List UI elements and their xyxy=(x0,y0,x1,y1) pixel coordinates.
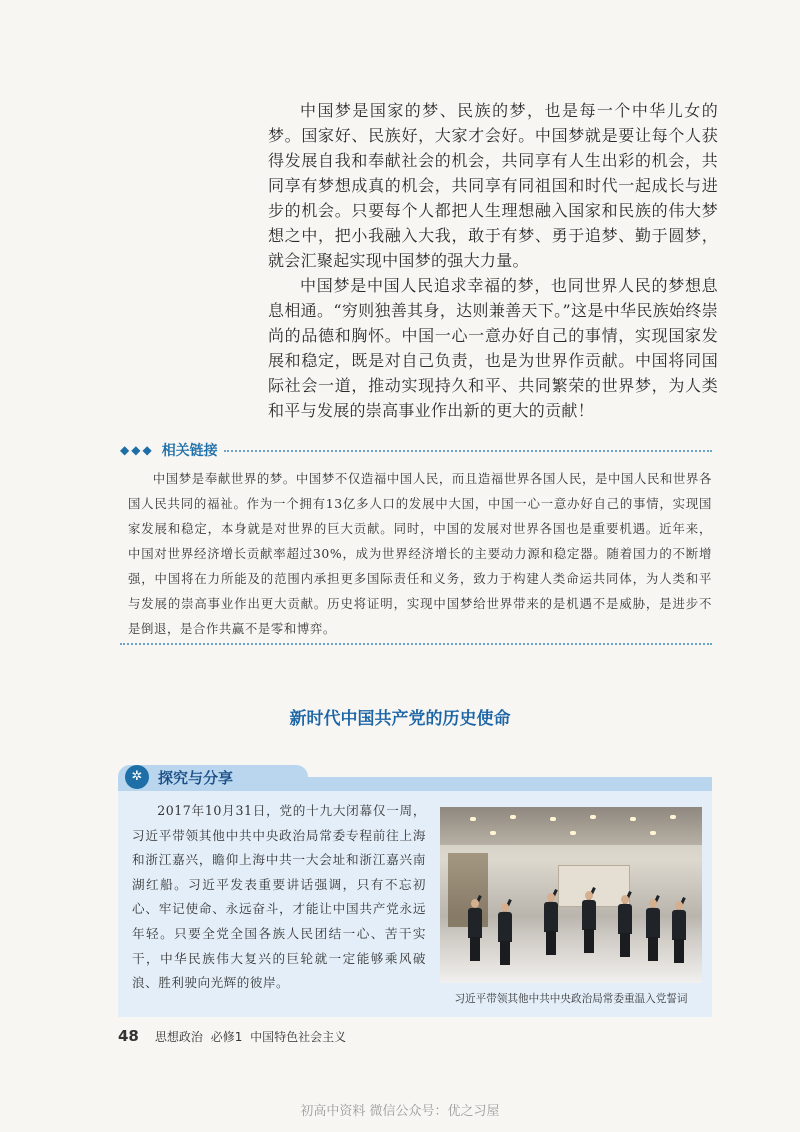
explore-icon: ✲ xyxy=(125,765,149,789)
photo-ceiling xyxy=(440,807,702,845)
section-title: 新时代中国共产党的历史使命 xyxy=(289,709,511,729)
explore-tab xyxy=(118,765,308,789)
photo-oath-ceremony xyxy=(440,807,702,983)
main-paragraph-1: 中国梦是国家的梦、民族的梦，也是每一个中华儿女的梦。国家好、民族好，大家才会好。中国梦就是要让每个人获得发展自我和奉献社会的机会，共同享有人生出彩的机会，共同享有梦想成真的机会，共同享有同祖国和时代一起成长与进步的机会。只要每个人都把人生理想融入国家和民族的伟大梦想之中，把小我融入大我，敢于有梦、勇于追梦、勤于圆梦，就会汇聚起实现中国梦的强大力量。 xyxy=(268,101,718,270)
related-link-text xyxy=(128,466,712,641)
dotted-divider xyxy=(224,450,712,452)
explore-label: 探究与分享 xyxy=(158,769,234,787)
main-paragraph-2: 中国梦是中国人民追求幸福的梦，也同世界人民的梦想息息相通。“穷则独善其身，达则兼善天下。”这是中华民族始终崇尚的品德和胸怀。中国一心一意办好自己的事情，实现国家发展和稳定，既是对自己负责，也是为世界作贡献。中国将同国际社会一道，推动实现持久和平、共同繁荣的世界梦，为人类和平与发展的崇高事业作出新的更大的贡献！ xyxy=(268,276,718,420)
explore-paragraph: 2017年10月31日，党的十九大闭幕仅一周，习近平带领其他中共中央政治局常委专程前往上海和浙江嘉兴，瞻仰上海中共一大会址和浙江嘉兴南湖红船。习近平发表重要讲话强调，只有不忘初心、牢记使命、永远奋斗，才能让中国共产党永远年轻。只要全党全国各族人民团结一心、苦干实干，中华民族伟大复兴的巨轮就一定能够乘风破浪、胜利驶向光辉的彼岸。 xyxy=(132,803,426,991)
dotted-divider xyxy=(120,643,712,645)
photo-caption: 习近平带领其他中共中央政治局常委重温入党誓词 xyxy=(454,993,688,1005)
related-link-box xyxy=(120,440,712,641)
related-link-header xyxy=(120,440,712,460)
footer-book-title: 思想政治 必修1 中国特色社会主义 xyxy=(154,1030,347,1044)
related-link-paragraph: 中国梦是奉献世界的梦。中国梦不仅造福中国人民，而且造福世界各国人民，是中国人民和世界各国人民共同的福祉。作为一个拥有13亿多人口的发展中大国，中国一心一意办好自己的事情，实现国家发展和稳定，本身就是对世界的巨大贡献。同时，中国的发展对世界各国也是重要机遇。近年来，中国对世界经济增长贡献率超过30%，成为世界经济增长的主要动力源和稳定器。随着国力的不断增强，中国将在力所能及的范围内承担更多国际责任和义务，致力于构建人类命运共同体，为人类和平与发展的崇高事业作出更大贡献。历史将证明，实现中国梦给世界带来的是机遇不是威胁，是进步不是倒退，是合作共赢不是零和博弈。 xyxy=(128,471,712,636)
diamond-icon: ◆◆◆ xyxy=(120,443,154,457)
watermark: 初高中资料 微信公众号：优之习屋 xyxy=(300,1104,500,1119)
page-number: 48 xyxy=(118,1027,139,1045)
related-link-title: 相关链接 xyxy=(161,443,218,459)
explore-text xyxy=(132,799,426,996)
explore-share-box xyxy=(118,765,712,1017)
page-footer xyxy=(118,1027,346,1045)
main-text xyxy=(268,98,718,423)
